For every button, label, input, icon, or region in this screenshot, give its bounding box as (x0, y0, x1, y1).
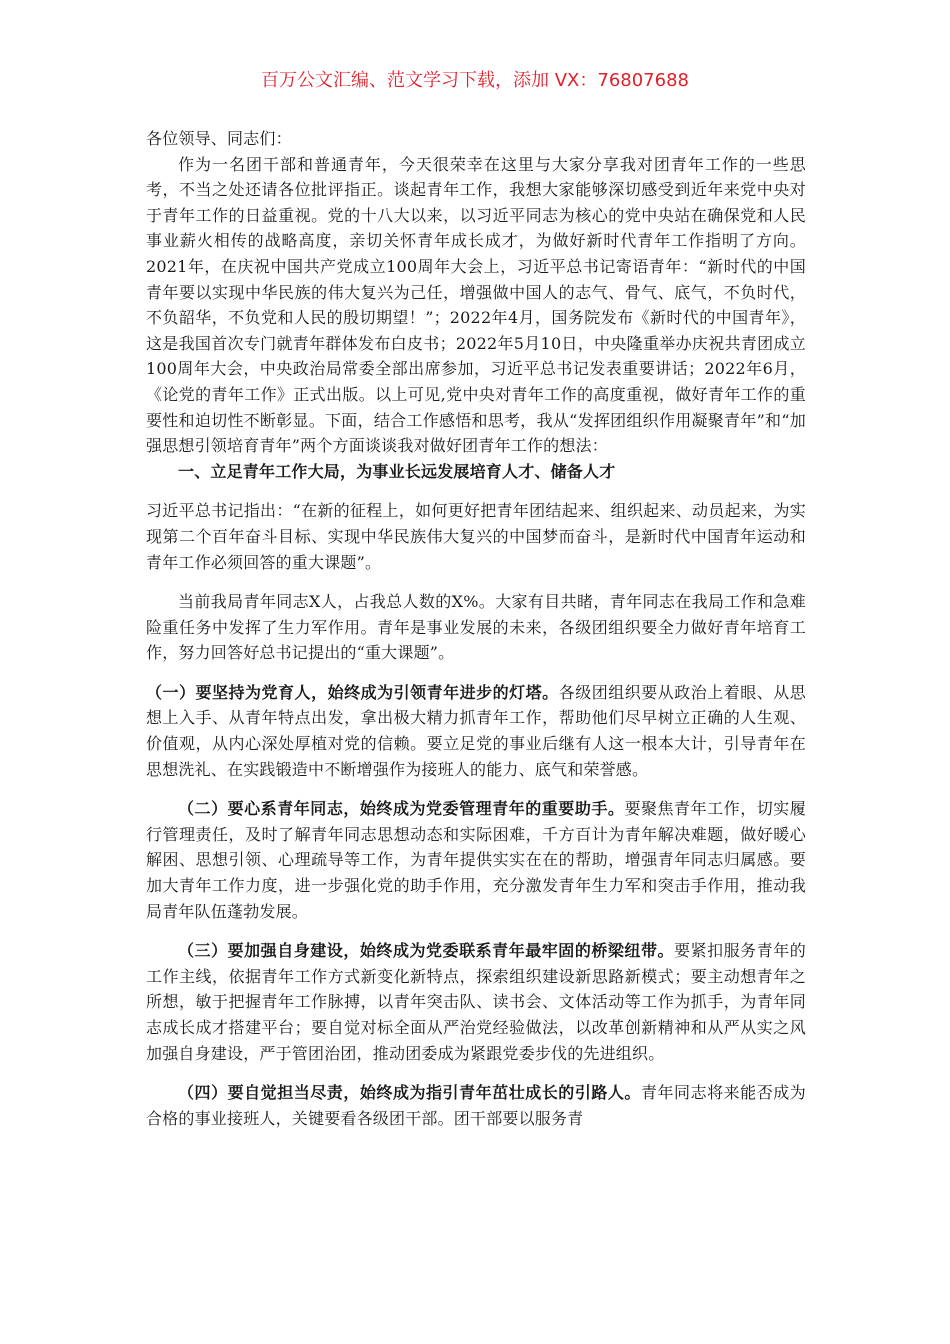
subsection-body: 要紧扣服务青年的工作主线，依据青年工作方式新变化新特点，探索组织建设新思路新模式；要主动想青年之所想，敏于把握青年工作脉搏，以青年突击队、读书会、文体活动等工作为抓手，为青年同志成长成才搭建平台；要自觉对标全面从严治党经验做法，以改革创新精神和从严从实之风加强自身建设，严于管团治团，推动团委成为紧跟党委步伐的先进组织。 (146, 941, 806, 1063)
subsection-title: （二）要心系青年同志，始终成为党委管理青年的重要助手。 (178, 799, 625, 819)
subsection-title: （三）要加强自身建设，始终成为党委联系青年最牢固的桥梁纽带。 (178, 941, 675, 961)
subsection-title: （一）要坚持为党育人，始终成为引领青年进步的灯塔。 (146, 682, 559, 702)
subsection-2 (146, 796, 806, 924)
current-status-paragraph: 当前我局青年同志X人，占我总人数的X%。大家有目共睹，青年同志在我局工作和急难险重任务中发挥了生力军作用。青年是事业发展的未来，各级团组织要全力做好青年培育工作，努力回答好总书记提出的“重大课题”。 (146, 592, 806, 663)
subsection-body: 各级团组织要从政治上着眼、从思想上入手、从青年特点出发，拿出极大精力抓青年工作，帮助他们尽早树立正确的人生观、价值观，从内心深处厚植对党的信赖。要立足党的事业后继有人这一根本大计，引导青年在思想洗礼、在实践锻造中不断增强作为接班人的能力、底气和荣誉感。 (146, 682, 806, 779)
subsection-1 (146, 680, 806, 782)
intro-paragraph: 作为一名团干部和普通青年，今天很荣幸在这里与大家分享我对团青年工作的一些思考，不当之处还请各位批评指正。谈起青年工作，我想大家能够深切感受到近年来党中央对于青年工作的日益重视。党的十八大以来，以习近平同志为核心的党中央站在确保党和人民事业薪火相传的战略高度，亲切关怀青年成长成才，为做好新时代青年工作指明了方向。2021年，在庆祝中国共产党成立100周年大会上，习近平总书记寄语青年：“新时代的中国青年要以实现中华民族的伟大复兴为己任，增强做中国人的志气、骨气、底气，不负时代，不负韶华，不负党和人民的殷切期望！”；2022年4月，国务院发布《新时代的中国青年》，这是我国首次专门就青年群体发布白皮书；2022年5月10日，中央隆重举办庆祝共青团成立100周年大会，中央政治局常委全部出席参加，习近平总书记发表重要讲话；2022年6月，《论党的青年工作》正式出版。以上可见,党中央对青年工作的高度重视，做好青年工作的重要性和迫切性不断彰显。下面，结合工作感悟和思考，我从“发挥团组织作用凝聚青年”和“加强思想引领培育青年”两个方面谈谈我对做好团青年工作的想法： (146, 154, 806, 456)
quote-paragraph: 习近平总书记指出：“在新的征程上，如何更好把青年团结起来、组织起来、动员起来，为实现第二个百年奋斗目标、实现中华民族伟大复兴的中国梦而奋斗，是新时代中国青年运动和青年工作必须回答的重大课题”。 (146, 501, 806, 572)
subsection-3 (146, 938, 806, 1066)
section-heading-1: 一、立足青年工作大局，为事业长远发展培育人才、储备人才 (178, 461, 616, 481)
subsection-body: 青年同志将来能否成为合格的事业接班人，关键要看各级团干部。团干部要以服务青 (146, 1083, 806, 1128)
subsection-4 (146, 1080, 806, 1131)
subsection-body: 要聚焦青年工作，切实履行管理责任，及时了解青年同志思想动态和实际困难，千方百计为青年解决难题，做好暖心解困、思想引领、心理疏导等工作，为青年提供实实在在的帮助，增强青年同志归属感。要加大青年工作力度，进一步强化党的助手作用，充分激发青年生力军和突击手作用，推动我局青年队伍蓬勃发展。 (146, 799, 807, 921)
greeting: 各位领导、同志们： (146, 129, 292, 148)
document-body (146, 126, 806, 1131)
promo-banner: 百万公文汇编、范文学习下载，添加 VX：76807688 (261, 70, 689, 91)
subsection-title: （四）要自觉担当尽责，始终成为指引青年茁壮成长的引路人。 (178, 1083, 641, 1103)
